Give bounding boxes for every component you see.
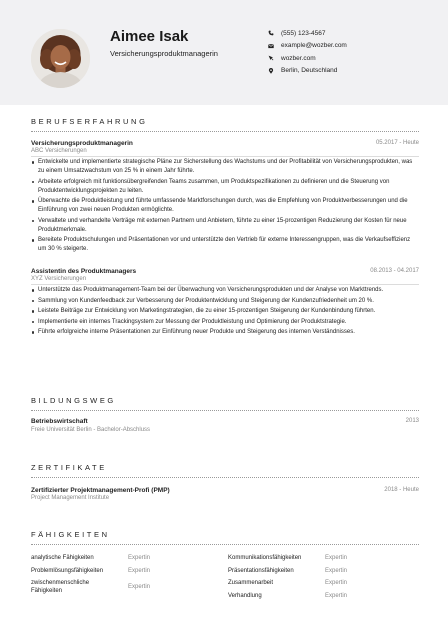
skills-column-left (31, 554, 221, 597)
job-bullet: Führte erfolgreiche interne Präsentationen zur Einführung neuer Produkte und Steigerung des internen Verständnisses. (31, 328, 419, 337)
skill-name: Zusammenarbeit (228, 580, 274, 587)
certificates-divider (31, 477, 419, 478)
job-divider (31, 284, 419, 285)
skill-item (228, 567, 418, 580)
job-bullet: Implementierte ein internes Trackingsystem zur Messung der Produktleistung und Optimierung der Produktstrategie. (31, 318, 419, 327)
skills-heading: FÄHIGKEITEN (31, 530, 110, 539)
contact-location (268, 65, 347, 78)
job-bullet: Entwickelte und implementierte strategische Pläne zur Sicherstellung des Wachstums und der Profitabilität von Versicherungsprodukten, was zu einem Umsatzwachstum von 25 % in einem Jahr führte. (31, 158, 419, 176)
contact-list (268, 27, 347, 77)
profile-photo (31, 29, 90, 88)
certificate-name: Zertifizierter Projektmanagement-Profi (PMP) (31, 487, 170, 494)
skill-item (31, 579, 221, 597)
job-divider (31, 156, 419, 157)
contact-email-text[interactable]: example@wozber.com (281, 42, 347, 50)
skill-level: Expertin (325, 592, 348, 599)
envelope-icon (268, 43, 281, 49)
certificate-issuer: Project Management Institute (31, 495, 110, 501)
job-company: XYZ Versicherungen (31, 276, 87, 282)
education-detail: Freie Universität Berlin - Bachelor-Abschluss (31, 427, 151, 433)
certificates-heading: ZERTIFIKATE (31, 463, 107, 472)
experience-section (31, 117, 419, 379)
phone-icon (268, 30, 281, 36)
skill-level: Expertin (128, 555, 151, 561)
job-dates: 08.2013 - 04.2017 (370, 268, 419, 274)
education-heading: BILDUNGSWEG (31, 396, 116, 405)
job-bullet: Bereitete Produktschulungen und Präsentationen vor und unterstützte den Vertrieb für externe Interessengruppen, was die Verkaufseffizienz um 30 % steigerte. (31, 236, 419, 254)
contact-phone (268, 27, 347, 40)
certificates-section (31, 463, 419, 513)
skill-item (31, 554, 221, 567)
skill-level: Expertin (128, 567, 151, 574)
job-bullets (31, 158, 419, 256)
certificate-year: 2018 - Heute (384, 487, 419, 493)
job-company: ABC Versicherungen (31, 148, 87, 154)
job-bullet: Sammlung von Kundenfeedback zur Verbesserung der Produktentwicklung und Steigerung der Kundenzufriedenheit um 20 %. (31, 297, 419, 306)
contact-phone-text[interactable]: (555) 123-4567 (281, 29, 326, 37)
job-bullet: Leistete Beiträge zur Entwicklung von Marketingstrategien, die zu einer 15-prozentigen Steigerung der Kundenbindung führten. (31, 307, 419, 316)
job-title: Assistentin des Produktmanagers (31, 268, 137, 275)
candidate-name: Aimee Isak (110, 28, 189, 45)
skill-name: zwischenmenschliche Fähigkeiten (31, 580, 90, 595)
skill-name: Problemlösungsfähigkeiten (31, 567, 104, 574)
skill-level: Expertin (325, 555, 348, 561)
skills-divider (31, 544, 419, 545)
job-bullet: Überwachte die Produktleistung und führte umfassende Marktforschungen durch, was die Empfehlung von Produktverbesserungen und die Einführung von zwei neuen Produkten ermöglichte. (31, 197, 419, 215)
skills-column-right (228, 554, 418, 604)
contact-website (268, 52, 347, 65)
education-divider (31, 410, 419, 411)
contact-location-text: Berlin, Deutschland (281, 67, 338, 75)
skill-level: Expertin (325, 580, 348, 587)
profile-photo-illustration (31, 29, 90, 88)
job-bullet: Arbeitete erfolgreich mit funktionsübergreifenden Teams zusammen, um Produktspezifikationen zu definieren und die Steuerung von Produktentwicklungsprojekten zu leiten. (31, 178, 419, 196)
education-section (31, 396, 419, 446)
job-bullet: Verwaltete und verhandelte Verträge mit externen Partnern und Anbietern, führte zu einer 15-prozentigen Reduzierung der Kosten für neue Produktmerkmale. (31, 217, 419, 235)
skill-item (228, 579, 418, 592)
skill-item (31, 567, 221, 580)
skill-name: Verhandlung (228, 592, 262, 599)
experience-heading: BERUFSERFAHRUNG (31, 117, 148, 126)
skill-name: Kommunikationsfähigkeiten (228, 555, 302, 561)
job-bullet: Unterstützte das Produktmanagement-Team bei der Überwachung von Versicherungsprodukten und der Analyse von Markttrends. (31, 286, 419, 295)
cursor-icon (268, 55, 281, 61)
job-dates: 05.2017 - Heute (375, 140, 419, 146)
job-bullets (31, 286, 419, 339)
skill-item (228, 554, 418, 567)
resume-header (0, 0, 448, 105)
skill-item (228, 592, 418, 605)
candidate-title: Versicherungsproduktmanagerin (110, 49, 218, 58)
experience-divider (31, 131, 419, 132)
skill-level: Expertin (128, 584, 151, 591)
skill-level: Expertin (325, 567, 348, 574)
contact-email (268, 40, 347, 53)
skills-section (31, 530, 419, 610)
education-degree: Betriebswirtschaft (31, 418, 88, 425)
skill-name: analytische Fähigkeiten (31, 555, 94, 561)
map-pin-icon (268, 68, 281, 74)
contact-website-text[interactable]: wozber.com (281, 54, 316, 62)
education-year: 2013 (405, 418, 419, 424)
skill-name: Präsentationsfähigkeiten (228, 567, 294, 574)
job-title: Versicherungsproduktmanagerin (31, 140, 133, 147)
